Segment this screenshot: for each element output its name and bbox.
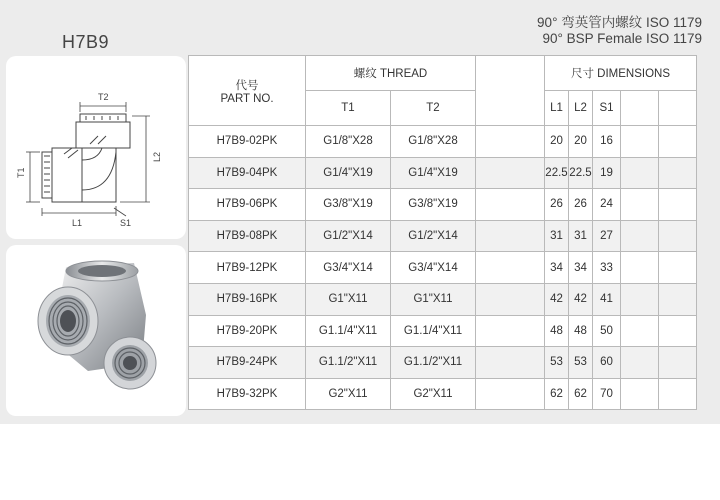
empty-cell	[621, 157, 659, 189]
l1-cell: 34	[545, 252, 569, 284]
l1-cell: 42	[545, 283, 569, 315]
l2-header: L2	[569, 91, 593, 126]
l1-header: L1	[545, 91, 569, 126]
t2-cell: G1"X11	[391, 283, 476, 315]
s1-cell: 24	[593, 189, 621, 221]
thread-header: 螺纹 THREAD	[306, 56, 476, 91]
t1-cell: G1"X11	[306, 283, 391, 315]
part-header-cn: 代号	[235, 79, 259, 92]
l2-dimension-label: L2	[152, 151, 162, 162]
part-number-cell: H7B9-24PK	[189, 347, 306, 379]
t1-cell: G1/4"X19	[306, 157, 391, 189]
part-number-header	[189, 56, 306, 126]
l1-cell: 22.5	[545, 157, 569, 189]
t1-cell: G3/4"X14	[306, 252, 391, 284]
t2-cell: G3/4"X14	[391, 252, 476, 284]
part-number-cell: H7B9-02PK	[189, 126, 306, 158]
t1-cell: G1.1/4"X11	[306, 315, 391, 347]
empty-header-cell	[621, 91, 659, 126]
table-row	[189, 157, 697, 189]
elbow-fitting-photo	[6, 245, 186, 416]
blank-cell	[476, 189, 545, 221]
s1-dimension-label: S1	[120, 218, 132, 228]
s1-cell: 19	[593, 157, 621, 189]
blank-cell	[476, 157, 545, 189]
page-title: H7B9	[62, 32, 110, 52]
empty-cell	[659, 189, 697, 221]
l2-cell: 62	[569, 378, 593, 410]
part-number-cell: H7B9-08PK	[189, 220, 306, 252]
table-row	[189, 283, 697, 315]
empty-cell	[621, 315, 659, 347]
blank-cell	[476, 252, 545, 284]
table-header-row	[189, 56, 697, 91]
t2-cell: G1.1/4"X11	[391, 315, 476, 347]
t1-cell: G3/8"X19	[306, 189, 391, 221]
l2-cell: 26	[569, 189, 593, 221]
part-number-cell: H7B9-12PK	[189, 252, 306, 284]
l1-cell: 20	[545, 126, 569, 158]
elbow-technical-drawing	[6, 56, 186, 239]
t2-cell: G1.1/2"X11	[391, 347, 476, 379]
table-row	[189, 252, 697, 284]
t1-cell: G2"X11	[306, 378, 391, 410]
l2-cell: 31	[569, 220, 593, 252]
table-row	[189, 347, 697, 379]
table-row	[189, 189, 697, 221]
t2-cell: G2"X11	[391, 378, 476, 410]
blank-cell	[476, 126, 545, 158]
t2-cell: G1/4"X19	[391, 157, 476, 189]
t1-cell: G1.1/2"X11	[306, 347, 391, 379]
dimensions-header: 尺寸 DIMENSIONS	[545, 56, 697, 91]
empty-cell	[659, 283, 697, 315]
l2-cell: 20	[569, 126, 593, 158]
table-row	[189, 378, 697, 410]
l2-cell: 42	[569, 283, 593, 315]
t2-dimension-label: T2	[98, 92, 109, 102]
l2-cell: 22.5	[569, 157, 593, 189]
empty-cell	[659, 220, 697, 252]
table-row	[189, 315, 697, 347]
description-english: 90° BSP Female ISO 1179	[542, 31, 702, 46]
empty-cell	[621, 347, 659, 379]
l1-cell: 62	[545, 378, 569, 410]
fitting-description	[537, 15, 702, 47]
part-number-cell: H7B9-06PK	[189, 189, 306, 221]
l1-cell: 53	[545, 347, 569, 379]
s1-cell: 50	[593, 315, 621, 347]
part-number-cell: H7B9-16PK	[189, 283, 306, 315]
empty-cell	[621, 283, 659, 315]
empty-cell	[659, 347, 697, 379]
table-row	[189, 220, 697, 252]
l1-dimension-label: L1	[72, 218, 83, 228]
s1-cell: 33	[593, 252, 621, 284]
t1-cell: G1/2"X14	[306, 220, 391, 252]
s1-header: S1	[593, 91, 621, 126]
t2-header: T2	[391, 91, 476, 126]
blank-cell	[476, 220, 545, 252]
t2-cell: G3/8"X19	[391, 189, 476, 221]
part-number-cell: H7B9-04PK	[189, 157, 306, 189]
l2-cell: 53	[569, 347, 593, 379]
s1-cell: 41	[593, 283, 621, 315]
l1-cell: 26	[545, 189, 569, 221]
dimensions-table	[188, 55, 697, 410]
t1-cell: G1/8"X28	[306, 126, 391, 158]
l1-cell: 31	[545, 220, 569, 252]
blank-cell	[476, 378, 545, 410]
empty-cell	[621, 126, 659, 158]
s1-cell: 70	[593, 378, 621, 410]
empty-cell	[659, 252, 697, 284]
empty-cell	[621, 378, 659, 410]
t2-cell: G1/2"X14	[391, 220, 476, 252]
blank-cell	[476, 315, 545, 347]
empty-cell	[621, 252, 659, 284]
s1-cell: 60	[593, 347, 621, 379]
blank-cell	[476, 347, 545, 379]
l2-cell: 34	[569, 252, 593, 284]
t2-cell: G1/8"X28	[391, 126, 476, 158]
product-photo-panel	[6, 245, 186, 416]
empty-cell	[659, 315, 697, 347]
empty-cell	[659, 157, 697, 189]
part-number-cell: H7B9-20PK	[189, 315, 306, 347]
empty-cell	[659, 126, 697, 158]
s1-cell: 27	[593, 220, 621, 252]
blank-cell	[476, 283, 545, 315]
technical-drawing-panel	[6, 56, 186, 239]
l1-cell: 48	[545, 315, 569, 347]
table-row	[189, 126, 697, 158]
description-chinese: 90° 弯英管内螺纹 ISO 1179	[537, 15, 702, 30]
part-number-cell: H7B9-32PK	[189, 378, 306, 410]
s1-cell: 16	[593, 126, 621, 158]
part-header-en: PART NO.	[220, 92, 274, 105]
t1-header: T1	[306, 91, 391, 126]
t1-dimension-label: T1	[16, 167, 26, 178]
empty-cell	[621, 189, 659, 221]
empty-header-cell	[659, 91, 697, 126]
blank-header-cell	[476, 56, 545, 126]
l2-cell: 48	[569, 315, 593, 347]
empty-cell	[621, 220, 659, 252]
empty-cell	[659, 378, 697, 410]
